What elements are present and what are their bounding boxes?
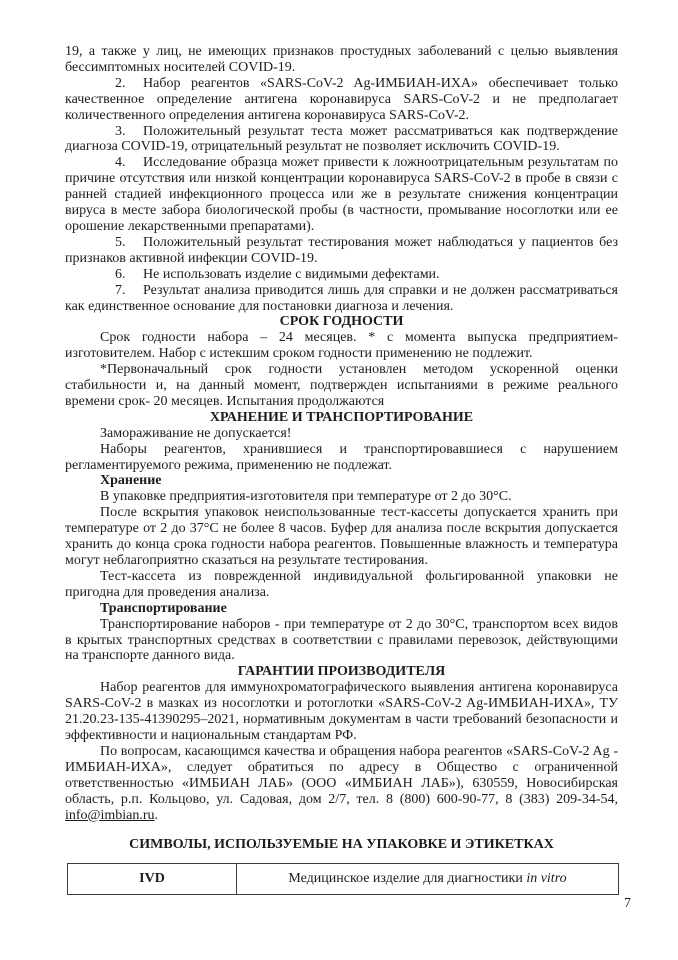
numbered-item: 5. Положительный результат тестирования может наблюдаться у пациентов без признаков активной инфекции COVID-19. [65, 234, 618, 266]
symbol-description-italic: in vitro [526, 871, 567, 887]
numbered-item: 6. Не использовать изделие с видимыми дефектами. [115, 266, 440, 282]
symbol-description-text: Медицинское изделие для диагностики [288, 871, 527, 887]
numbered-item: 7. Результат анализа приводится лишь для справки и не должен рассматриваться как единственное основание для постановки диагноза и лечения. [65, 282, 618, 314]
item-number: 6. [115, 266, 126, 282]
symbols-table [67, 863, 619, 895]
symbol-cell: IVD [68, 864, 237, 895]
paragraph: Срок годности набора – 24 месяцев. * с момента выпуска предприятием-изготовителем. Набор с истекшим сроком годности применению не подлежит. [65, 330, 618, 362]
paragraph: Наборы реагентов, хранившиеся и транспортировавшиеся с нарушением регламентируемого режима, применению не подлежат. [65, 441, 618, 473]
subsection-heading: Хранение [100, 473, 162, 489]
document-body [65, 44, 618, 895]
paragraph: Набор реагентов для иммунохроматографического выявления антигена коронавируса SARS-CoV-2 в мазках из носоглотки и ротоглотки «SARS-CoV-2 Ag-ИМБИАН-ИХА», ТУ 21.20.23-135-41390295–2021, нормативным документам в части требований безопасности и эффективности и национальным стандартам РФ. [65, 680, 618, 743]
item-number: 4. [115, 155, 126, 171]
symbol-description-cell [237, 864, 619, 895]
table-row [68, 864, 619, 895]
paragraph: Транспортирование наборов - при температуре от 2 до 30°С, транспортом всех видов в крытых транспортных средствах в соответствии с правилами перевозок, действующими на транспорте данного вида. [65, 616, 618, 664]
item-number: 2. [115, 75, 126, 91]
item-number: 7. [115, 282, 126, 298]
section-heading: СРОК ГОДНОСТИ [279, 314, 404, 330]
subsection-heading: Транспортирование [100, 600, 227, 616]
document-text-blocks [65, 44, 618, 823]
paragraph: Тест-кассета из поврежденной индивидуальной фольгированной упаковки не пригодна для проведения анализа. [65, 568, 618, 600]
paragraph: По вопросам, касающимся качества и обращения набора реагентов «SARS-CoV-2 Ag - ИМБИАН-ИХА», следует обратиться по адресу в Общество с ограниченной ответственностью «ИМБИАН ЛАБ» (ООО «ИМБИАН ЛАБ»), 630559, Новосибирская область, р.п. Кольцово, ул. Садовая, дом 2/7, тел. 8 (800) 600-90-77, 8 (383) 209-34-54, info@imbian.ru. [65, 743, 618, 823]
paragraph: В упаковке предприятия-изготовителя при температуре от 2 до 30°С. [100, 489, 512, 505]
numbered-item: 4. Исследование образца может привести к ложноотрицательным результатам по причине отсутствия или низкой концентрации коронавируса SARS-CoV-2 в пробе в связи с ранней стадией инфекционного процесса или же в результате снижения концентрации вируса в месте забора биологической пробы (в частности, промывание носоглотки или ее орошение лекарственными препаратами). [65, 155, 618, 234]
numbered-item: 3. Положительный результат теста может рассматриваться как подтверждение диагноза COVID-19, отрицательный результат не позволяет исключить COVID-19. [65, 123, 618, 155]
item-number: 5. [115, 234, 126, 250]
paragraph: *Первоначальный срок годности установлен методом ускоренной оценки стабильности и, на данный момент, подтвержден испытаниями в режиме реального времени срок- 20 месяцев. Испытания продолжаются [65, 362, 618, 409]
section-heading: ХРАНЕНИЕ И ТРАНСПОРТИРОВАНИЕ [209, 409, 474, 425]
page-number: 7 [624, 896, 631, 911]
paragraph: После вскрытия упаковок неиспользованные тест-кассеты допускается хранить при температуре от 2 до 37°С не более 8 часов. Буфер для анализа после вскрытия допускается хранить до конца срока годности набора реагентов. Повышенные влажность и температура могут неблагоприятно сказаться на результате тестирования. [65, 505, 618, 568]
symbols-section-heading: СИМВОЛЫ, ИСПОЛЬЗУЕМЫЕ НА УПАКОВКЕ И ЭТИКЕТКАХ [129, 837, 554, 853]
item-number: 3. [115, 123, 126, 139]
email-link[interactable]: info@imbian.ru [65, 807, 155, 823]
section-heading: ГАРАНТИИ ПРОИЗВОДИТЕЛЯ [237, 664, 446, 680]
paragraph: Замораживание не допускается! [100, 425, 292, 441]
paragraph-continuation: 19, а также у лиц, не имеющих признаков простудных заболеваний с целью выявления бессимптомных носителей COVID-19. [65, 44, 618, 75]
numbered-item: 2. Набор реагентов «SARS-CoV-2 Ag-ИМБИАН-ИХА» обеспечивает только качественное определение антигена коронавируса SARS-CoV-2 и не предполагает количественного определения антигена коронавируса SARS-CoV-2. [65, 75, 618, 123]
